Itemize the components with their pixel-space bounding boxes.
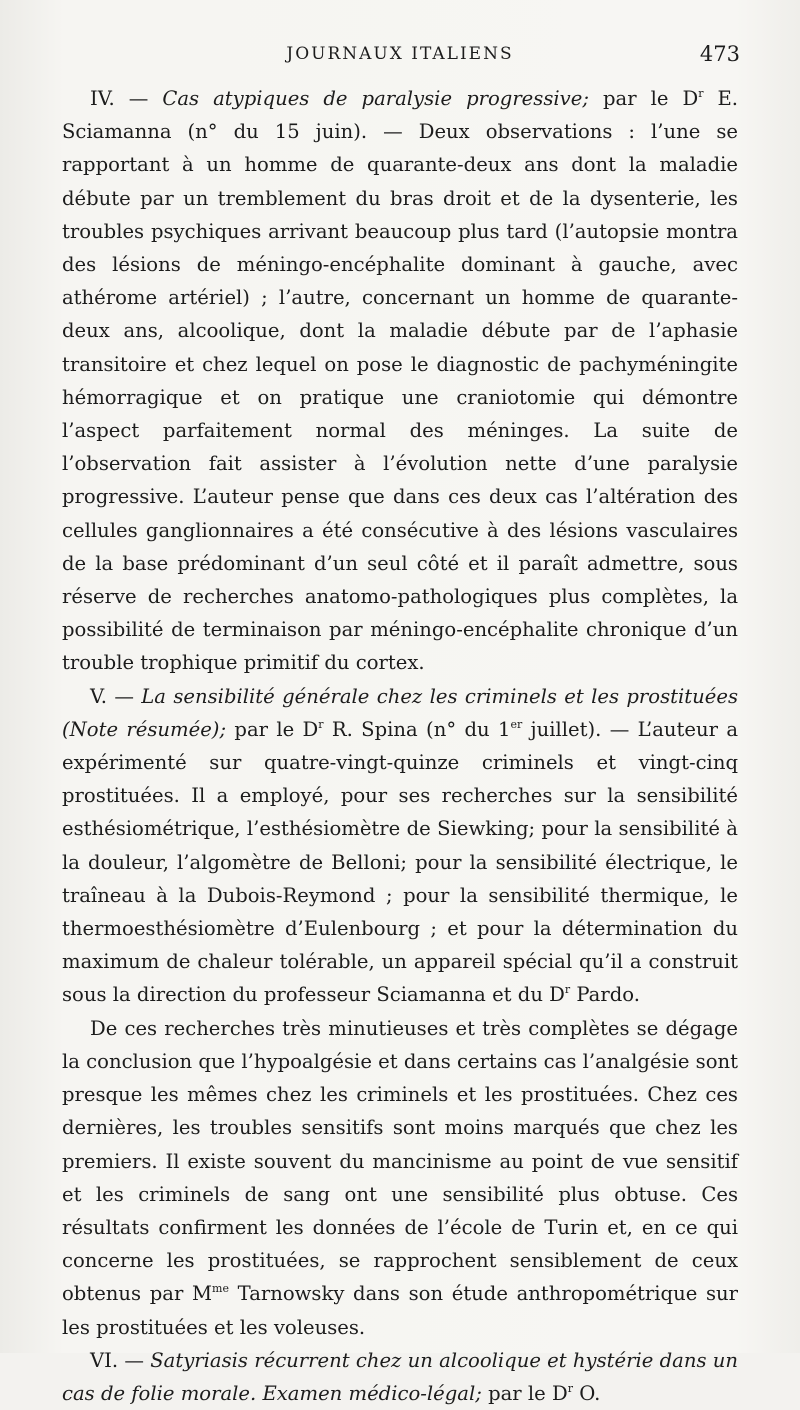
section-iv-numeral: IV. — [90,87,149,110]
section-iv [62,82,738,680]
section-v-text-sup: r [564,983,571,997]
section-vi-by-sup: r [567,1381,573,1395]
section-vi [62,1344,738,1410]
section-vi-numeral: VI. — [90,1348,144,1372]
section-vi-by: par le D [488,1381,568,1405]
section-v-by: par le D [234,717,319,741]
section-v-date-end: juillet). [522,717,602,741]
page-header [62,44,738,74]
section-v-text: — L’auteur a expérimenté sur quatre-vingt-quinze criminels et vingt-cinq prostituées. Il a employé, pour ses recherches sur la sensibilité esthésiométrique, l’esthésiomètre de Siewking; pour la sensibilité à la douleur, l’algomètre de Belloni; pour la sensibilité électrique, le traîneau à la Dubois-Reymond ; pour la sensibilité thermique, le thermoesthésiomètre d’Eulenbourg ; et pour la détermination du maximum de chaleur tolérable, un appareil spécial qu’il a construit sous la direction du professeur Sciamanna et du D [62,717,739,1007]
section-v-p2-text: De ces recherches très minutieuses et très complètes se dégage la conclusion que l’hypoalgésie et dans certains cas l’analgésie sont presque les mêmes chez les criminels et les prostituées. Chez ces dernières, les troubles sensitifs sont moins marqués que chez les premiers. Il existe souvent du mancinisme au point de vue sensitif et les criminels de sang ont une sensibilité plus obtuse. Ces résultats confirment les données de l’école de Turin et, en ce qui concerne les prostituées, se rapprochent sensiblement de ceux obtenus par M [62,1016,738,1306]
section-iv-by-sup: r [698,87,704,100]
running-head: JOURNAUX ITALIENS [286,44,514,64]
section-vi-title: Satyriasis récurrent chez un alcoolique et hystérie dans un cas de folie morale. Examen médico-légal; [62,1348,738,1405]
section-v-title: La sensibilité générale chez les criminels et les prostituées (Note résumée); [62,684,739,741]
section-iv-author: E. Sciamanna (n° du 15 juin). [62,87,739,144]
section-v-author: R. Spina (n° du 1 [331,717,511,741]
section-v-p2-end: Tarnowsky dans son étude anthropométrique sur les prostituées et les voleuses. [62,1282,738,1339]
section-vi-author: O. [579,1381,601,1405]
section-iv-title: Cas atypiques de paralysie progressive; [162,87,589,110]
section-v-text-end: Pardo. [570,983,640,1007]
section-v-by-sup: r [318,717,324,731]
section-v [62,680,738,1012]
section-iv-by: par le D [602,87,699,110]
section-v-date-sup: er [510,717,523,731]
section-v-p2-sup: me [212,1282,229,1296]
section-iv-text: — Deux observations : l’une se rapportant à un homme de quarante-deux ans dont la maladie débute par un tremblement du bras droit et de la dysenterie, les troubles psychiques arrivant beaucoup plus tard (l’autopsie montra des lésions de méningo-encéphalite dominant à gauche, avec athérome artériel) ; l’autre, concernant un homme de quarante-deux ans, alcoolique, dont la maladie débute par de l’aphasie transitoire et chez lequel on pose le diagnostic de pachyméningite hémorragique et on pratique une craniotomie qui démontre l’aspect parfaitement normal des méninges. La suite de l’observation fait assister à l’évolution nette d’une paralysie progressive. L’auteur pense que dans ces deux cas l’altération des cellules ganglionnaires a été consécutive à des lésions vasculaires de la base prédominant d’un seul côté et il paraît admettre, sous réserve de recherches anatomo-pathologiques plus complètes, la possibilité de terminaison par méningo-encéphalite chronique d’un trouble trophique primitif du cortex. [62,120,739,675]
section-v-numeral: V. — [90,684,134,708]
section-v-paragraph-2 [62,1012,738,1344]
page-number: 473 [699,42,740,66]
body-text [62,82,738,1410]
